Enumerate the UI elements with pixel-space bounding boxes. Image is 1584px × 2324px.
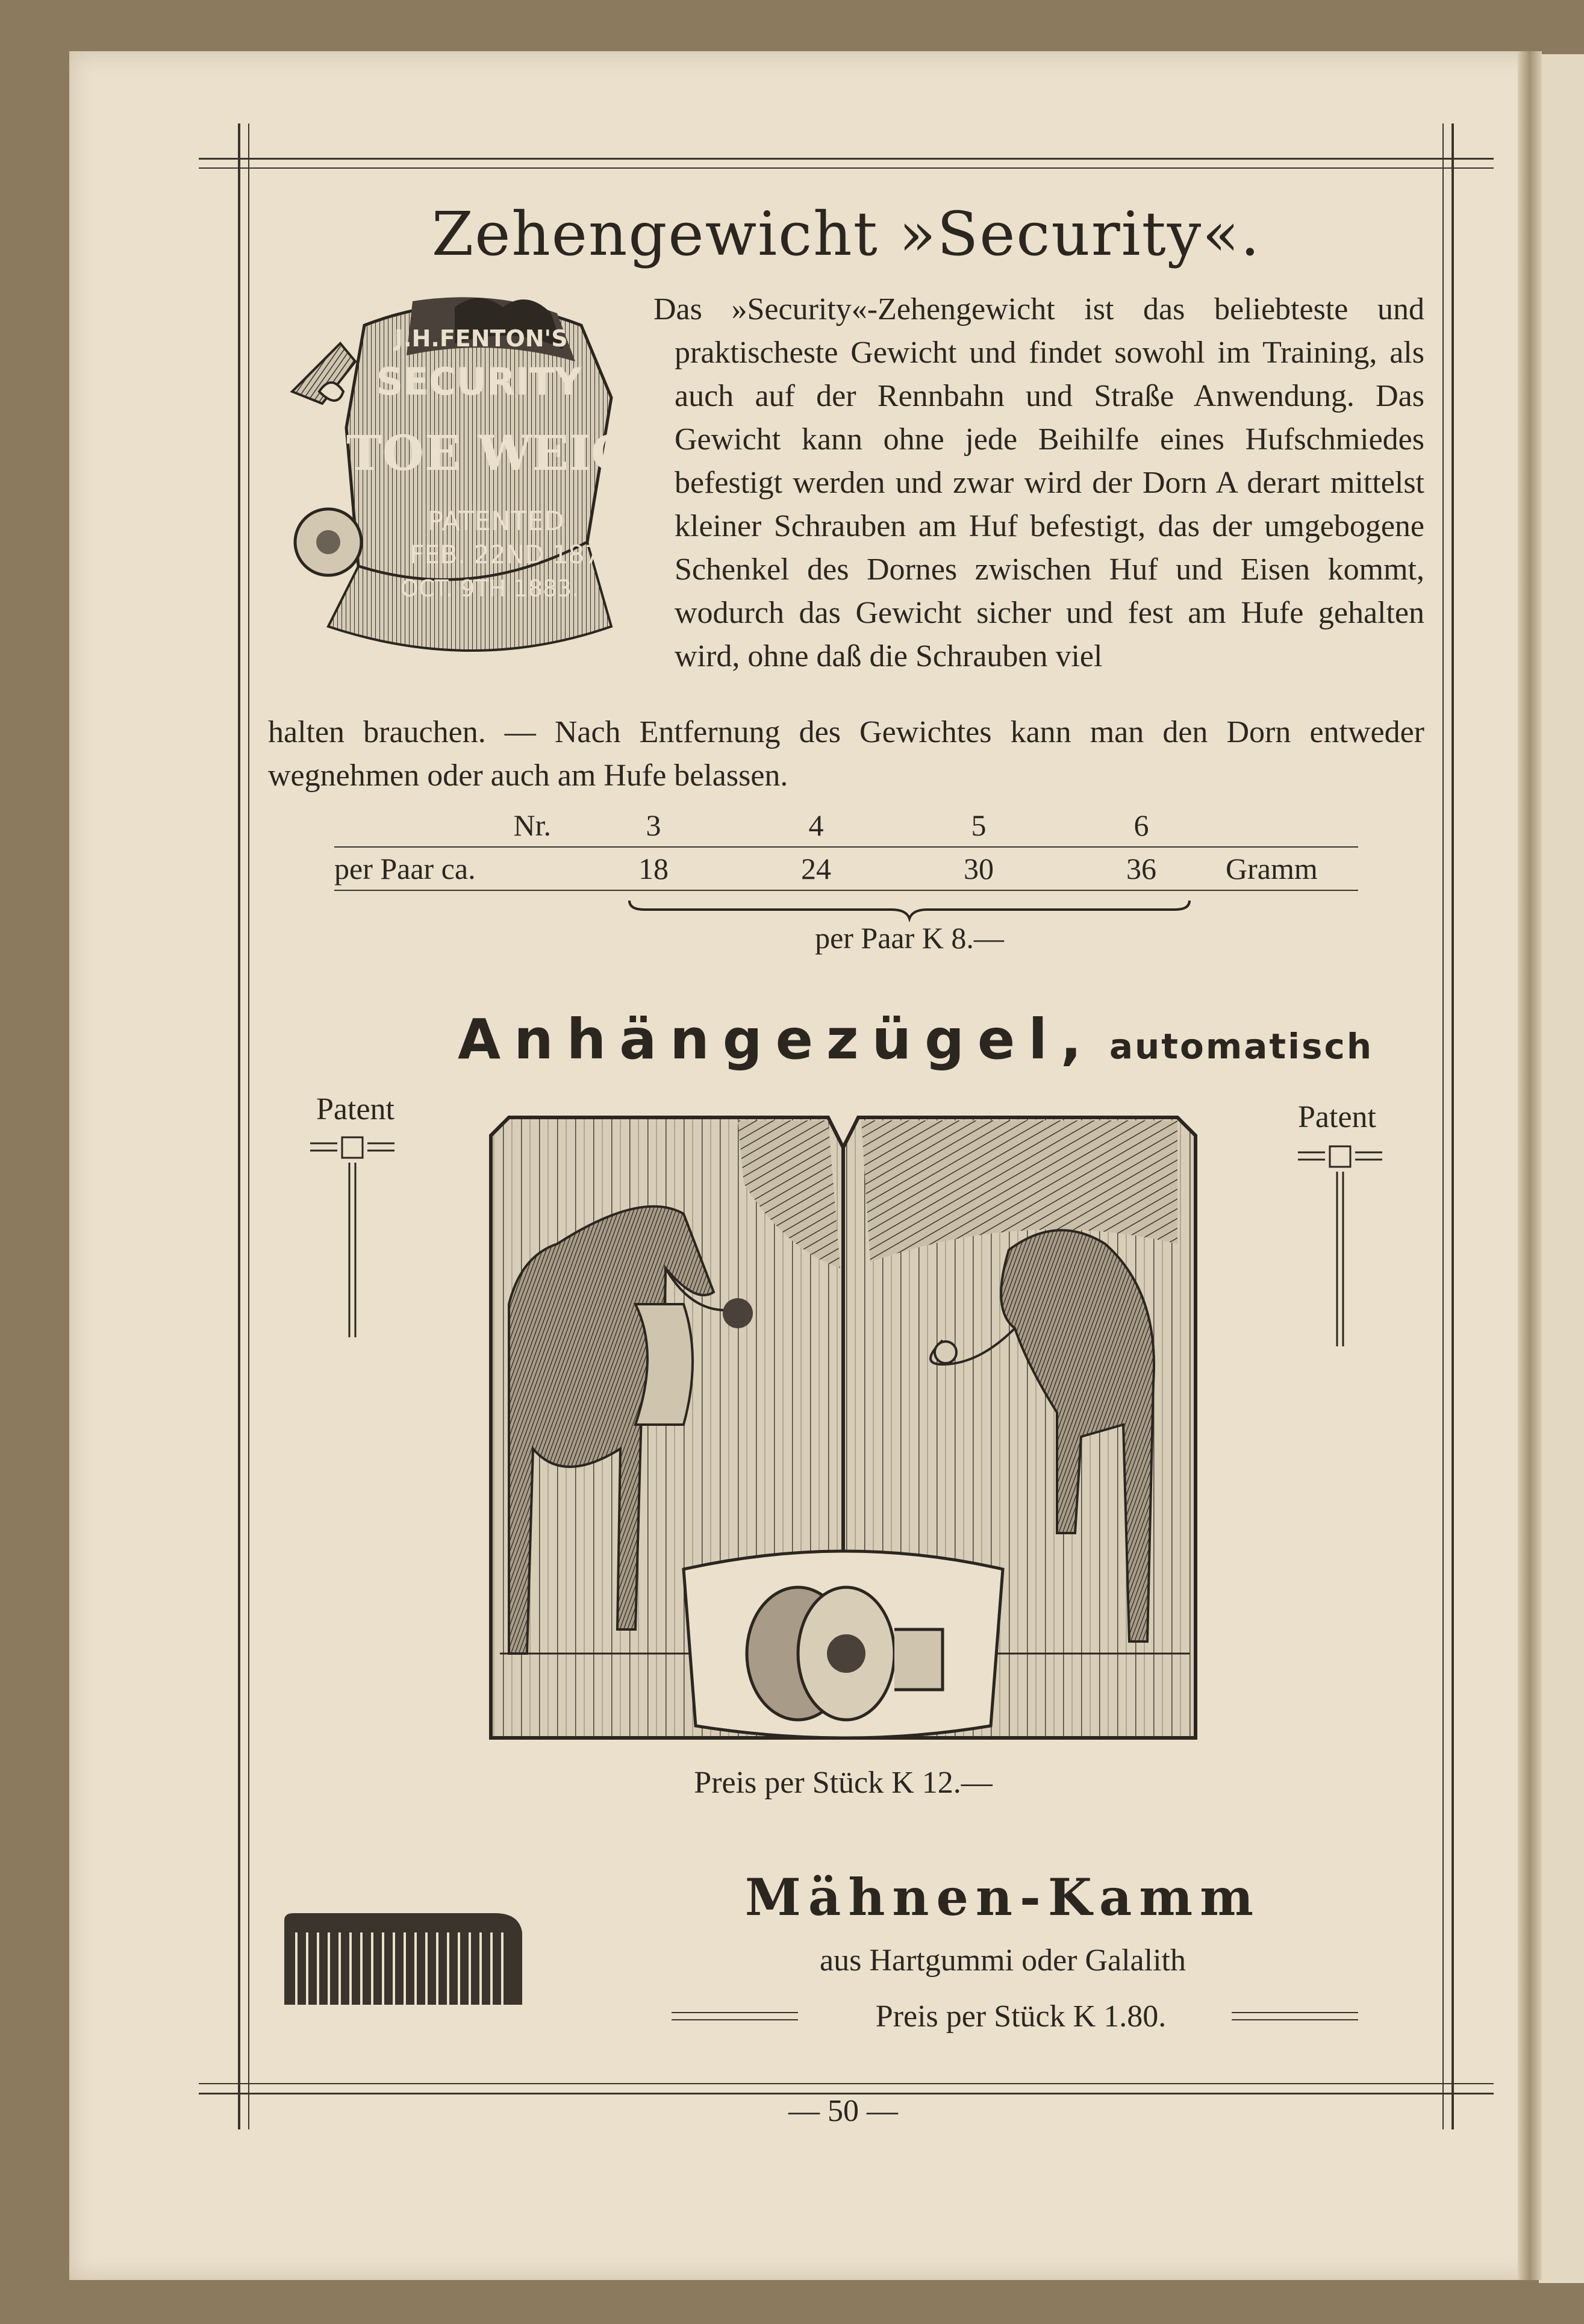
cell-nr-3: 5 bbox=[971, 808, 987, 842]
rein-subtitle: automatisch bbox=[1109, 1026, 1374, 1067]
comb-price: Preis per Stück K 1.80. bbox=[875, 1999, 1167, 2034]
rein-price: Preis per Stück K 12.— bbox=[694, 1766, 993, 1800]
book-gutter bbox=[1518, 51, 1542, 2280]
rein-title: Anhängezügel, bbox=[458, 1007, 1095, 1072]
comb-price-rule-left-2 bbox=[672, 2019, 798, 2020]
security-description-indented: Das »Security«-Zehengewicht ist das beliebteste und praktischeste Gewicht und findet sowohl im Training, als auch auf der Rennbahn und Straße Anwendung. Das Gewicht kann ohne jede Beihilfe eines Hufschmiedes befestigt werden und zwar wird der Dorn A derart mittelst kleiner Schrauben am Huf befestigt, das der umgebogene Schenkel des Dornes zwischen Huf und Eisen kommt, wodurch das Gewicht sicher und fest am Hufe gehalten wird, ohne daß die Schrauben viel bbox=[653, 292, 1424, 673]
security-description-full: halten brauchen. — Nach Entfernung des Gewichtes kann man den Dorn entweder wegnehmen oder auch am Hufe belassen. bbox=[268, 715, 1424, 793]
frame-left-outer bbox=[238, 123, 240, 2129]
cell-weight-3: 30 bbox=[964, 852, 994, 886]
cell-weight-2: 24 bbox=[801, 852, 831, 886]
cell-nr-2: 4 bbox=[808, 808, 824, 842]
patent-symbol-right bbox=[1295, 1142, 1385, 1352]
toe-weight-patented: PATENTED bbox=[428, 506, 564, 537]
security-price: per Paar K 8.— bbox=[815, 921, 1004, 955]
comb-image bbox=[278, 1908, 531, 2014]
cell-weight-4: 36 bbox=[1126, 852, 1156, 886]
toe-weight-brand: J.H.FENTON'S bbox=[394, 325, 568, 352]
cell-nr-1: 3 bbox=[646, 808, 661, 842]
comb-price-rule-right-1 bbox=[1232, 2012, 1358, 2013]
toe-weight-date2: OCT. 9TH 1883. bbox=[401, 575, 579, 602]
toe-weight-name: SECURITY bbox=[376, 360, 582, 404]
toe-weight-image bbox=[274, 289, 714, 675]
row-label-weight: per Paar ca. bbox=[334, 852, 476, 886]
frame-top-inner bbox=[199, 167, 1494, 169]
cell-nr-4: 6 bbox=[1133, 808, 1149, 842]
frame-left-inner bbox=[248, 123, 249, 2129]
cell-weight-1: 18 bbox=[638, 852, 669, 886]
frame-bottom-inner bbox=[199, 2083, 1494, 2084]
page-number: — 50 — bbox=[788, 2094, 898, 2128]
frame-top-outer bbox=[199, 158, 1494, 160]
security-title: Zehengewicht »Security«. bbox=[431, 199, 1261, 269]
comb-price-rule-right-2 bbox=[1232, 2019, 1358, 2020]
weight-unit: Gramm bbox=[1226, 852, 1318, 886]
patent-left: Patent bbox=[316, 1092, 394, 1126]
frame-right-outer bbox=[1451, 123, 1454, 2129]
price-brace bbox=[626, 898, 1193, 922]
toe-weight-date1: FEB. 22ND 1876. bbox=[410, 540, 625, 569]
comb-title: Mähnen-Kamm bbox=[744, 1867, 1261, 1927]
comb-price-rule-left-1 bbox=[672, 2012, 798, 2013]
patent-right: Patent bbox=[1298, 1100, 1376, 1134]
weights-table bbox=[334, 804, 1358, 891]
frame-right-inner bbox=[1442, 123, 1444, 2129]
next-page-edge bbox=[1539, 54, 1584, 2283]
patent-symbol-left bbox=[307, 1132, 398, 1343]
toe-weight-product: TOE WEIGHT bbox=[346, 425, 714, 481]
horse-stable-illustration bbox=[485, 1111, 1202, 1747]
comb-subtitle: aus Hartgummi oder Galalith bbox=[820, 1943, 1186, 1978]
row-label-nr: Nr. bbox=[513, 808, 551, 842]
rein-heading bbox=[458, 1007, 1373, 1072]
